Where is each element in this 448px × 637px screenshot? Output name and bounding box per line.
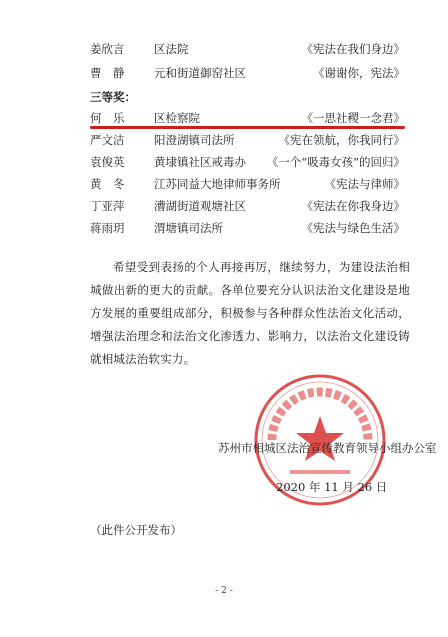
highlight-underline — [90, 126, 405, 129]
awardee-name: 何 乐 — [90, 111, 125, 125]
award-work-title: 《宪在领航，你我同行》 — [278, 133, 405, 147]
page-number: - 2 - — [215, 586, 233, 596]
awardee-organization: 渭塘镇司法所 — [154, 221, 223, 235]
awardee-name: 丁亚萍 — [90, 199, 125, 213]
award-row — [90, 63, 405, 83]
award-row — [90, 196, 405, 216]
awardee-name: 袁俊英 — [90, 155, 125, 169]
award-row — [90, 108, 405, 128]
awardee-organization: 阳澄湖镇司法所 — [154, 133, 235, 147]
awardee-name: 严文洁 — [90, 133, 125, 147]
publish-note: （此件公开发布） — [90, 523, 182, 537]
awardee-organization: 元和街道御窑社区 — [154, 66, 246, 80]
awardee-name: 蒋雨玥 — [90, 221, 125, 235]
awardee-organization: 漕湖街道观塘社区 — [154, 199, 246, 213]
issuing-office: 苏州市相城区法治宣传教育领导小组办公室 — [218, 441, 437, 455]
award-work-title: 《一个“吸毒女孩”的回归》 — [266, 155, 405, 169]
awardee-organization: 江苏同益大地律师事务所 — [154, 177, 281, 191]
awardee-organization: 黄埭镇社区戒毒办 — [154, 155, 246, 169]
award-row — [90, 152, 405, 172]
award-work-title: 《宪法与律师》 — [324, 177, 405, 191]
awardee-organization: 区检察院 — [154, 111, 200, 125]
award-work-title: 《宪法在你我身边》 — [301, 199, 405, 213]
third-prize-heading: 三等奖： — [90, 90, 136, 104]
award-work-title: 《一思社稷一念君》 — [301, 111, 405, 125]
award-row — [90, 130, 405, 150]
award-work-title: 《宪法与绿色生活》 — [301, 221, 405, 235]
awardee-name: 曹 静 — [90, 66, 125, 80]
issue-date: 2020 年 11 月 26 日 — [276, 480, 388, 494]
awardee-name: 姜欣言 — [90, 42, 125, 56]
award-row — [90, 218, 405, 238]
award-row — [90, 174, 405, 194]
closing-paragraph: 希望受到表扬的个人再接再厉，继续努力，为建设法治相城做出新的更大的贡献。各单位要充分认识法治文化建设是地方发展的重要组成部分，积极参与各种群众性法治文化活动，增强法治理念和法治文化渗透力、影响力，以法治文化建设铸就相城法治软实力。 — [90, 260, 410, 366]
awardee-name: 黄 冬 — [90, 177, 125, 191]
award-work-title: 《谢谢你，宪法》 — [313, 66, 405, 80]
awardee-organization: 区法院 — [154, 42, 189, 56]
award-row — [90, 39, 405, 59]
award-work-title: 《宪法在我们身边》 — [301, 42, 405, 56]
